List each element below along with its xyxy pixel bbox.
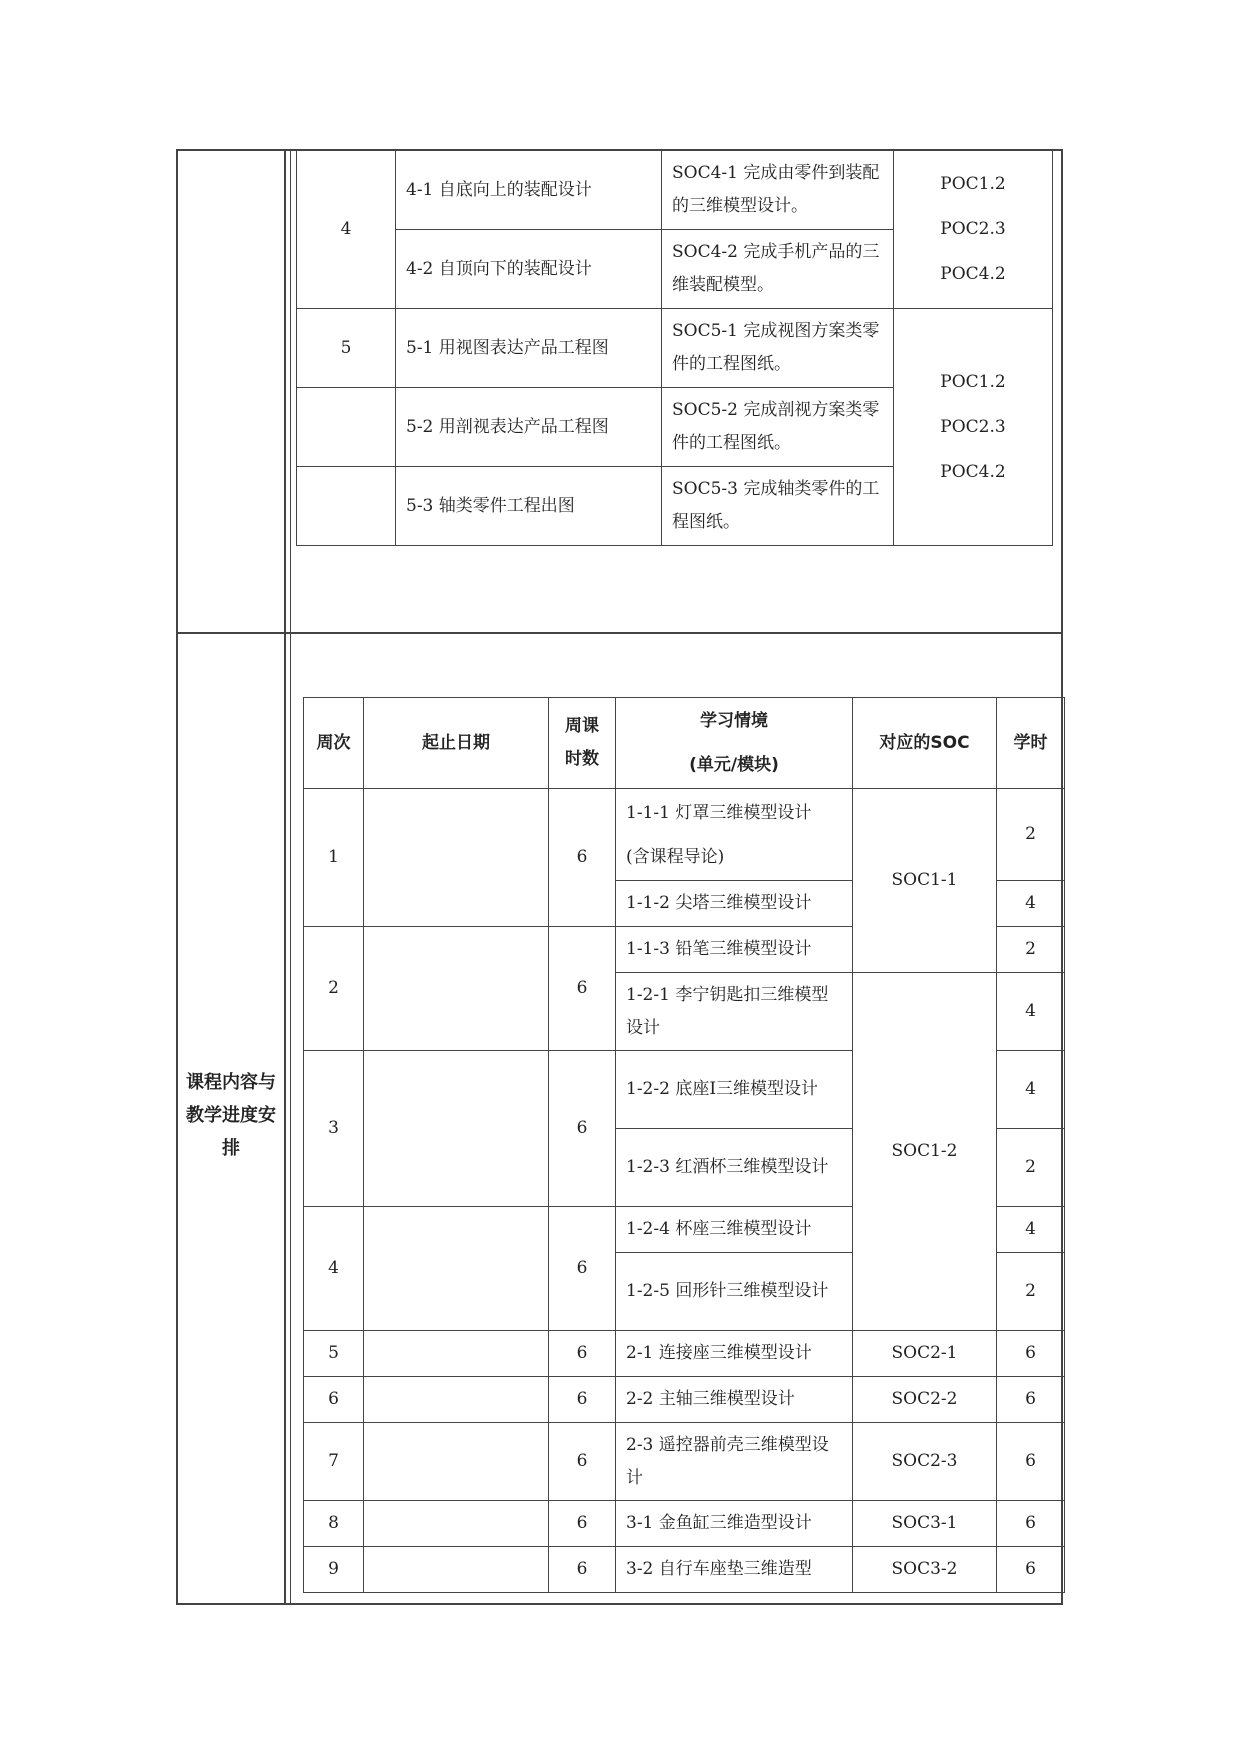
hours-cell: 6 [997,1377,1065,1423]
context-cell: 3-1 金鱼缸三维造型设计 [616,1501,853,1547]
poc-value: POC4.2 [940,264,1006,284]
table-row [304,1501,1065,1547]
poc-value: POC4.2 [940,461,1006,482]
dates-cell [364,1501,549,1547]
task-cell: 5-3 轴类零件工程出图 [396,467,662,546]
context-cell: 1-1-3 铅笔三维模型设计 [616,927,853,973]
context-cell: 3-2 自行车座垫三维造型 [616,1547,853,1593]
dates-cell [364,927,549,1051]
context-cell: 1-2-2 底座I三维模型设计 [616,1051,853,1129]
table-row [297,151,1053,230]
hours-cell: 2 [997,1253,1065,1331]
section-label: 课程内容与教学进度安排 [186,1072,276,1159]
dates-cell [364,789,549,927]
weekly-hours-cell: 6 [549,1331,616,1377]
context-cell: 1-2-5 回形针三维模型设计 [616,1253,853,1331]
poc-cell [894,151,1053,309]
poc-value: POC1.2 [940,371,1006,392]
weekly-hours-cell: 6 [549,927,616,1051]
soc-cell: SOC3-2 [853,1547,997,1593]
dates-cell [364,1547,549,1593]
poc-value: POC1.2 [940,174,1006,194]
week-cell: 8 [304,1501,364,1547]
section-divider [176,632,1063,634]
context-cell: 1-2-1 李宁钥匙扣三维模型设计 [616,973,853,1051]
hours-cell: 2 [997,927,1065,973]
task-cell: 4-1 自底向上的装配设计 [396,151,662,230]
soc-cell: SOC5-1 完成视图方案类零件的工程图纸。 [662,309,894,388]
unit-cell [297,467,396,546]
week-cell: 3 [304,1051,364,1207]
hours-cell: 6 [997,1423,1065,1501]
soc-cell: SOC2-1 [853,1331,997,1377]
unit-task-table [296,150,1053,546]
hours-cell: 6 [997,1501,1065,1547]
poc-value: POC2.3 [940,416,1006,437]
week-cell: 6 [304,1377,364,1423]
hours-cell: 4 [997,881,1065,927]
week-cell: 4 [304,1207,364,1331]
hours-cell: 6 [997,1547,1065,1593]
label-column-divider-inner [290,149,291,1605]
hours-cell: 4 [997,973,1065,1051]
week-cell: 5 [304,1331,364,1377]
table-row [304,1423,1065,1501]
task-cell: 5-1 用视图表达产品工程图 [396,309,662,388]
soc-cell: SOC2-3 [853,1423,997,1501]
context-cell: 2-2 主轴三维模型设计 [616,1377,853,1423]
table-row [297,309,1053,388]
task-cell: 5-2 用剖视表达产品工程图 [396,388,662,467]
outer-frame-bottom [176,1603,1063,1605]
poc-cell [894,309,1053,546]
soc-cell: SOC5-3 完成轴类零件的工程图纸。 [662,467,894,546]
task-cell: 4-2 自顶向下的装配设计 [396,230,662,309]
soc-cell: SOC2-2 [853,1377,997,1423]
header-context [616,698,853,789]
weekly-hours-cell: 6 [549,1207,616,1331]
weekly-hours-cell: 6 [549,1423,616,1501]
weekly-hours-cell: 6 [549,1501,616,1547]
soc-cell: SOC4-1 完成由零件到装配的三维模型设计。 [662,151,894,230]
hours-cell: 4 [997,1207,1065,1253]
week-cell: 1 [304,789,364,927]
dates-cell [364,1051,549,1207]
context-line: 1-1-1 灯罩三维模型设计 [626,802,812,823]
weekly-hours-cell: 6 [549,1547,616,1593]
week-cell: 9 [304,1547,364,1593]
hours-cell: 2 [997,789,1065,881]
unit-cell [297,388,396,467]
week-cell: 2 [304,927,364,1051]
soc-cell: SOC1-1 [853,789,997,973]
dates-cell [364,1377,549,1423]
table-row [304,789,1065,881]
dates-cell [364,1331,549,1377]
context-line: (含课程导论) [626,846,725,867]
header-row [304,698,1065,789]
header-hours-per-week: 周课时数 [549,698,616,789]
header-dates: 起止日期 [364,698,549,789]
hours-cell: 4 [997,1051,1065,1129]
context-cell: 1-2-4 杯座三维模型设计 [616,1207,853,1253]
soc-cell: SOC4-2 完成手机产品的三维装配模型。 [662,230,894,309]
outer-frame-left [176,149,178,1605]
context-cell: 1-1-2 尖塔三维模型设计 [616,881,853,927]
hours-cell: 2 [997,1129,1065,1207]
dates-cell [364,1207,549,1331]
unit-cell: 5 [297,309,396,388]
unit-cell: 4 [297,151,396,309]
table-row [304,1377,1065,1423]
soc-cell: SOC5-2 完成剖视方案类零件的工程图纸。 [662,388,894,467]
hours-cell: 6 [997,1331,1065,1377]
weekly-hours-cell: 6 [549,1377,616,1423]
label-column-divider [284,149,286,1605]
header-context-line1: 学习情境 [700,711,768,731]
weekly-hours-cell: 6 [549,789,616,927]
context-cell: 2-1 连接座三维模型设计 [616,1331,853,1377]
header-context-line2: (单元/模块) [689,755,779,775]
weekly-hours-cell: 6 [549,1051,616,1207]
header-soc: 对应的SOC [853,698,997,789]
context-cell: 1-2-3 红酒杯三维模型设计 [616,1129,853,1207]
context-cell: 2-3 遥控器前壳三维模型设计 [616,1423,853,1501]
soc-cell: SOC1-2 [853,973,997,1331]
schedule-table [303,697,1065,1593]
table-row [304,1547,1065,1593]
soc-cell: SOC3-1 [853,1501,997,1547]
header-hours: 学时 [997,698,1065,789]
header-week: 周次 [304,698,364,789]
dates-cell [364,1423,549,1501]
table-row [304,1331,1065,1377]
context-cell [616,789,853,881]
poc-value: POC2.3 [940,219,1006,239]
week-cell: 7 [304,1423,364,1501]
